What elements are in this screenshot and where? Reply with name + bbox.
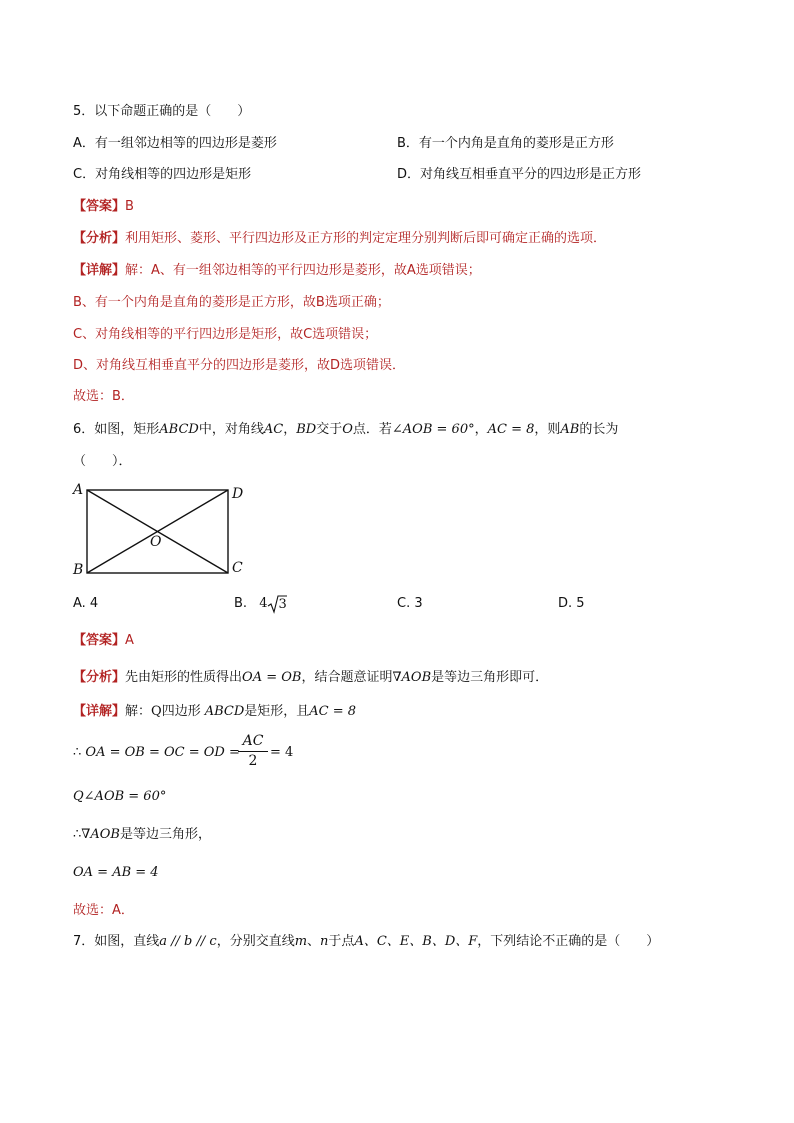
q5-answer <box>73 198 134 216</box>
q6-stem-line2: （ ）． <box>73 454 132 469</box>
q6-option-b <box>234 595 287 613</box>
answer-tag: 【答案】 <box>73 633 126 648</box>
analysis-tag: 【分析】 <box>73 670 126 685</box>
analysis-tag: 【分析】 <box>73 231 126 246</box>
q6-analysis <box>73 669 548 687</box>
q5-option-a: A．有一组邻边相等的四边形是菱形 <box>73 136 277 151</box>
detail-math: ABCD <box>204 704 245 719</box>
vertex-label-a: A <box>73 482 84 498</box>
q6-detail <box>73 703 356 721</box>
stem-text: 于点 <box>328 934 355 949</box>
detail-text: 四边形 <box>161 704 201 719</box>
stem-text: ，则 <box>534 422 561 437</box>
rectangle-figure <box>66 478 256 584</box>
stem-math: ∠AOB = 60° <box>391 422 475 437</box>
q6-option-c: C. 3 <box>397 596 423 611</box>
answer-tag: 【答案】 <box>73 199 126 214</box>
stem-math: a // b // c <box>159 934 217 949</box>
stem-math: AB <box>560 422 580 437</box>
stem-text: 中，对角线 <box>198 422 264 437</box>
q5-option-c: C．对角线相等的四边形是矩形 <box>73 167 252 182</box>
stem-text: 交于 <box>316 422 343 437</box>
q6-step2: Q∠AOB = 60° <box>73 789 167 804</box>
stem-math: O <box>342 422 353 437</box>
fraction-numerator: AC <box>242 733 264 749</box>
triangle-aob: ∇AOB <box>81 827 120 842</box>
q6-step3 <box>73 826 211 844</box>
detail-tag: 【详解】 <box>73 263 126 278</box>
q6-option-d: D. 5 <box>558 596 585 611</box>
stem-text: ， <box>474 422 488 437</box>
sqrt-radicand: 3 <box>278 597 287 612</box>
stem-text: ，下列结论不正确的是（ ） <box>477 934 660 949</box>
stem-math: m <box>294 934 308 949</box>
q5-detail-line-c: C、对角线相等的平行四边形是矩形，故C选项错误； <box>73 327 378 342</box>
stem-text: 点．若 <box>352 422 392 437</box>
q5-option-d: D．对角线互相垂直平分的四边形是正方形 <box>397 167 642 182</box>
fraction-denominator: 2 <box>248 753 258 769</box>
analysis-text: ，结合题意证明 <box>301 670 393 685</box>
stem-math: n <box>320 934 329 949</box>
fraction-ac-over-2 <box>238 733 268 770</box>
option-value: 4 <box>259 596 268 611</box>
q5-analysis <box>73 230 606 248</box>
q6-step1 <box>73 744 240 762</box>
analysis-text: 是等边三角形即可． <box>431 670 549 685</box>
stem-math: AC = 8 <box>487 422 535 437</box>
detail-line: 解：A、有一组邻边相等的平行四边形是菱形，故A选项错误； <box>125 263 481 278</box>
stem-text: 7．如图，直线 <box>73 934 160 949</box>
stem-text: 的长为 <box>579 422 619 437</box>
stem-text: 6．如图，矩形 <box>73 422 160 437</box>
analysis-math: ∇AOB <box>392 670 432 685</box>
answer-value: B <box>125 199 134 214</box>
detail-math: AC = 8 <box>309 704 357 719</box>
q6-choose: 故选：A． <box>73 903 134 918</box>
stem-text: ， <box>283 422 297 437</box>
answer-value: A <box>125 633 134 648</box>
q5-detail-line-d: D、对角线互相垂直平分的四边形是菱形，故D选项错误． <box>73 358 406 373</box>
sqrt-symbol <box>267 595 287 613</box>
vertex-label-d: D <box>232 486 244 502</box>
q5-detail-line-b: B、有一个内角是直角的菱形是正方形，故B选项正确； <box>73 295 390 310</box>
fraction-bar <box>238 751 268 752</box>
q6-stem <box>73 421 618 439</box>
analysis-text: 利用矩形、菱形、平行四边形及正方形的判定定理分别判断后即可确定正确的选项． <box>125 231 607 246</box>
because-symbol: Q <box>151 704 162 719</box>
therefore-symbol: ∴ <box>73 745 86 760</box>
detail-text: 解： <box>125 704 152 719</box>
vertex-label-c: C <box>232 560 243 576</box>
q6-step1-tail: = 4 <box>270 745 294 760</box>
q5-stem: 5．以下命题正确的是（ ） <box>73 104 251 119</box>
analysis-text: 先由矩形的性质得出 <box>125 670 243 685</box>
q6-option-a: A. 4 <box>73 596 99 611</box>
detail-text: 是矩形，且 <box>244 704 310 719</box>
analysis-math: OA = OB <box>242 670 302 685</box>
stem-math: AC <box>263 422 284 437</box>
stem-math: ABCD <box>159 422 199 437</box>
therefore-symbol: ∴ <box>73 827 82 842</box>
q5-choose: 故选：B． <box>73 389 134 404</box>
step1-expression: OA = OB = OC = OD = <box>85 745 240 760</box>
stem-math: A、C、E、B、D、F <box>354 934 478 949</box>
detail-tag: 【详解】 <box>73 704 126 719</box>
option-letter: B. <box>234 596 248 611</box>
q6-answer <box>73 632 134 650</box>
center-label-o: O <box>150 534 162 550</box>
q7-stem <box>73 933 659 951</box>
q6-step4: OA = AB = 4 <box>73 865 159 880</box>
stem-math: BD <box>296 422 317 437</box>
q5-option-b: B．有一个内角是直角的菱形是正方形 <box>397 136 614 151</box>
stem-text: ，分别交直线 <box>216 934 295 949</box>
vertex-label-b: B <box>73 562 84 578</box>
step3-text: 是等边三角形， <box>119 827 211 842</box>
q5-detail <box>73 262 481 280</box>
stem-text: 、 <box>307 934 321 949</box>
